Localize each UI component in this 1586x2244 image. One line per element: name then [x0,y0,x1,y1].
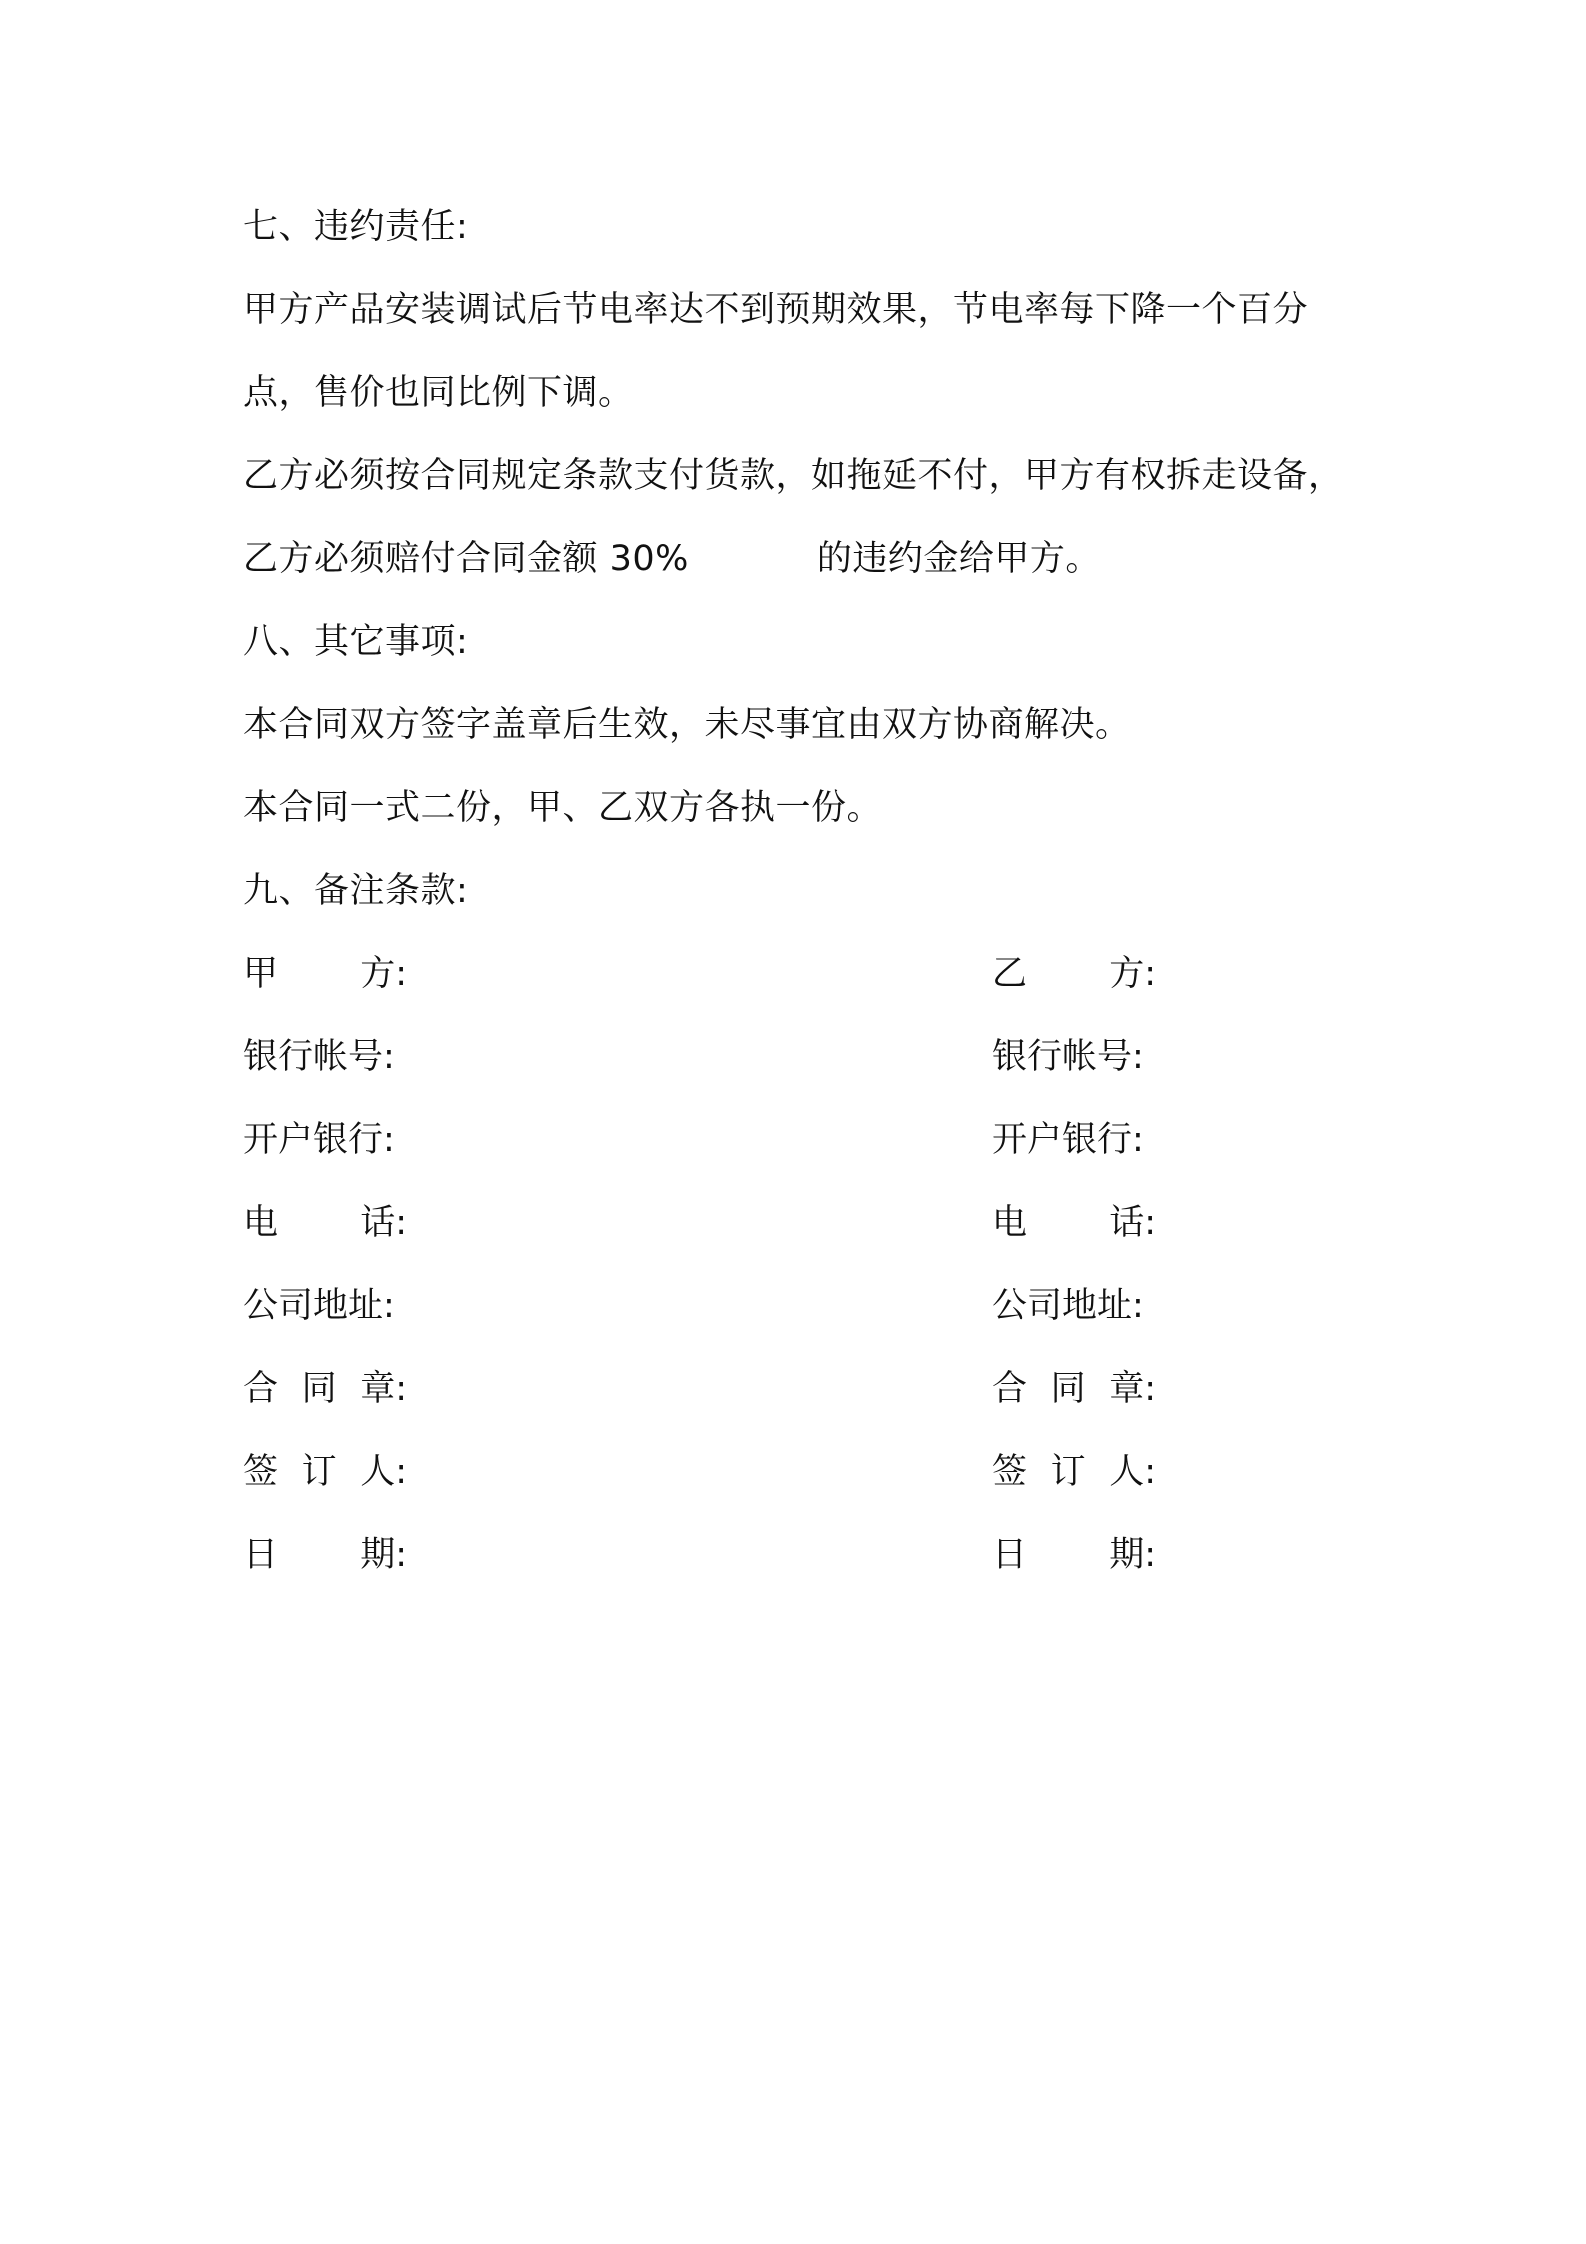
party-a-label-char: 甲 [243,954,279,994]
party-a-bank-name-label [243,1116,407,1164]
party-b-signer-char: 人: [1109,1452,1156,1492]
party-b-seal-label [992,1365,1156,1413]
party-b-date-char: 日 [992,1535,1028,1575]
section-8-heading: 八、其它事项: [243,622,469,662]
party-b-seal-char: 同 [1050,1369,1086,1409]
party-a-signer-char: 签 [243,1452,279,1492]
party-b-label-char: 乙 [992,954,1028,994]
party-b-date-label [992,1531,1156,1579]
party-a-signer-char: 订 [301,1452,337,1492]
party-b-label-char: 方: [1109,954,1156,994]
party-a-seal-char: 同 [301,1369,337,1409]
party-b-date-char: 期: [1109,1535,1156,1575]
party-a-bank-account-label [243,1033,407,1081]
party-b-seal-char: 合 [992,1369,1028,1409]
party-a-date-char: 期: [360,1535,407,1575]
party-b-signer-label [992,1448,1156,1496]
section-9-heading: 九、备注条款: [243,871,469,911]
party-a-label-char: 方: [360,954,407,994]
penalty-clause-end: 的违约金给甲方。 [816,539,1101,579]
party-a-label [243,950,407,998]
party-a-seal-char: 章: [360,1369,407,1409]
party-b-label [992,950,1156,998]
section-8-line2: 本合同一式二份，甲、乙双方各执一份。 [243,788,883,828]
section-7-para1-line1: 甲方产品安装调试后节电率达不到预期效果，节电率每下降一个百分 [243,290,1309,330]
party-a-signer-label [243,1448,407,1496]
party-a-seal-label [243,1365,407,1413]
section-7-para2-line2 [243,535,1101,583]
party-a-phone-label [243,1199,407,1247]
party-b-address-text: 公司地址: [992,1286,1144,1326]
party-a-seal-char: 合 [243,1369,279,1409]
section-7-heading: 七、违约责任: [243,207,469,247]
penalty-clause-start: 乙方必须赔付合同金额 30% [243,539,689,579]
party-b-phone-label [992,1199,1156,1247]
party-b-signer-char: 订 [1050,1452,1086,1492]
party-b-signer-char: 签 [992,1452,1028,1492]
party-b-phone-char: 话: [1109,1203,1156,1243]
section-7-para1-line2: 点，售价也同比例下调。 [243,373,634,413]
party-a-bank-account-text: 银行帐号: [243,1037,395,1077]
section-8-line1: 本合同双方签字盖章后生效，未尽事宜由双方协商解决。 [243,705,1131,745]
party-a-address-label [243,1282,407,1330]
party-a-phone-char: 话: [360,1203,407,1243]
section-7-para2-line1: 乙方必须按合同规定条款支付货款，如拖延不付，甲方有权拆走设备， [243,456,1344,496]
party-b-bank-account-text: 银行帐号: [992,1037,1144,1077]
party-a-signer-char: 人: [360,1452,407,1492]
party-b-bank-account-label [992,1033,1156,1081]
party-b-phone-char: 电 [992,1203,1028,1243]
party-a-phone-char: 电 [243,1203,279,1243]
party-b-bank-name-label [992,1116,1156,1164]
party-a-bank-name-text: 开户银行: [243,1120,395,1160]
party-b-bank-name-text: 开户银行: [992,1120,1144,1160]
party-a-address-text: 公司地址: [243,1286,395,1326]
party-b-seal-char: 章: [1109,1369,1156,1409]
party-b-address-label [992,1282,1156,1330]
party-a-date-label [243,1531,407,1579]
party-a-date-char: 日 [243,1535,279,1575]
